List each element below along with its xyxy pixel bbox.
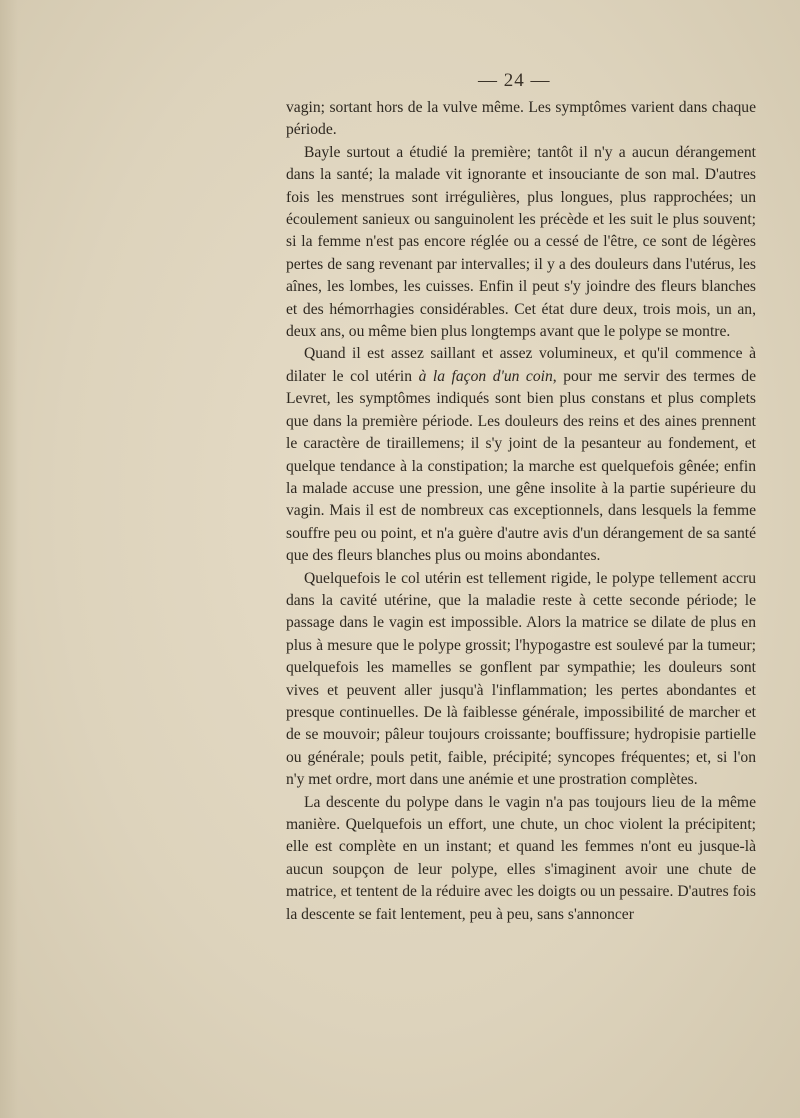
paragraph-3-italic: à la façon d'un coin bbox=[418, 367, 553, 385]
page-edge-shadow bbox=[0, 0, 18, 1118]
page-number: — 24 — bbox=[478, 70, 551, 91]
paragraph-2: Bayle surtout a étudié la première; tantôt il n'y a aucun dérangement dans la santé; la malade vit ignorante et insouciante de son mal. D'autres fois les menstrues sont irrégulières, plus longues, plus rapprochées; un écoulement sanieux ou sanguinolent les précède et les suit le plus souvent; si la femme n'est pas encore réglée ou a cessé de l'être, ce sont de légères pertes de sang revenant par intervalles; il y a des douleurs dans l'utérus, les aînes, les lombes, les cuisses. Enfin il peut s'y joindre des fleurs blanches et des hémorrhagies considérables. Cet état dure deux, trois mois, un an, deux ans, ou même bien plus longtemps avant que le polype se montre. bbox=[286, 143, 756, 341]
paragraph-1: vagin; sortant hors de la vulve même. Les symptômes varient dans chaque période. bbox=[286, 99, 756, 139]
body-text bbox=[286, 97, 756, 926]
paragraph-3 bbox=[286, 343, 756, 567]
paragraph-5: La descente du polype dans le vagin n'a pas toujours lieu de la même manière. Quelquefois un effort, une chute, un choc violent la précipitent; elle est complète en un instant; et quand les femmes n'ont eu jusque-là aucun soupçon de leur polype, elles s'imaginent avoir une chute de matrice, et tentent de la réduire avec les doigts ou un pessaire. D'autres fois la descente se fait lentement, peu à peu, sans s'annoncer bbox=[286, 793, 756, 923]
paragraph-3-before: Quand il est assez saillant et assez volumineux, et qu'il commence à dilater le col utérin bbox=[286, 345, 756, 385]
paragraph-4: Quelquefois le col utérin est tellement rigide, le polype tellement accru dans la cavité utérine, que la maladie reste à cette seconde période; le passage dans le vagin est impossible. Alors la matrice se dilate de plus en plus à mesure que le polype grossit; l'hypogastre est soulevé par la tumeur; quelquefois les mamelles se gonflent par sympathie; les douleurs sont vives et peuvent aller jusqu'à l'inflammation; les pertes abondantes et presque continuelles. De là faiblesse générale, impossibilité de marcher et de se mouvoir; pâleur toujours croissante; bouffissure; hydropisie partielle ou générale; pouls petit, faible, précipité; syncopes fréquentes; et, si l'on n'y met ordre, mort dans une anémie et une prostration complètes. bbox=[286, 569, 756, 789]
paragraph-3-after: , pour me servir des termes de Levret, les symptômes indiqués sont bien plus constans et plus complets que dans la première période. Les douleurs des reins et des aines prennent le caractère de tiraillemens; il s'y joint de la pesanteur au fondement, et quelque tendance à la constipation; la marche est quelquefois gênée; enfin la malade accuse une pression, une gêne insolite à la partie supérieure du vagin. Mais il est de nombreux cas exceptionnels, dans lesquels la femme souffre peu ou point, et n'a guère d'autre avis d'un dérangement de sa santé que des fleurs blanches plus ou moins abondantes. bbox=[286, 367, 756, 565]
